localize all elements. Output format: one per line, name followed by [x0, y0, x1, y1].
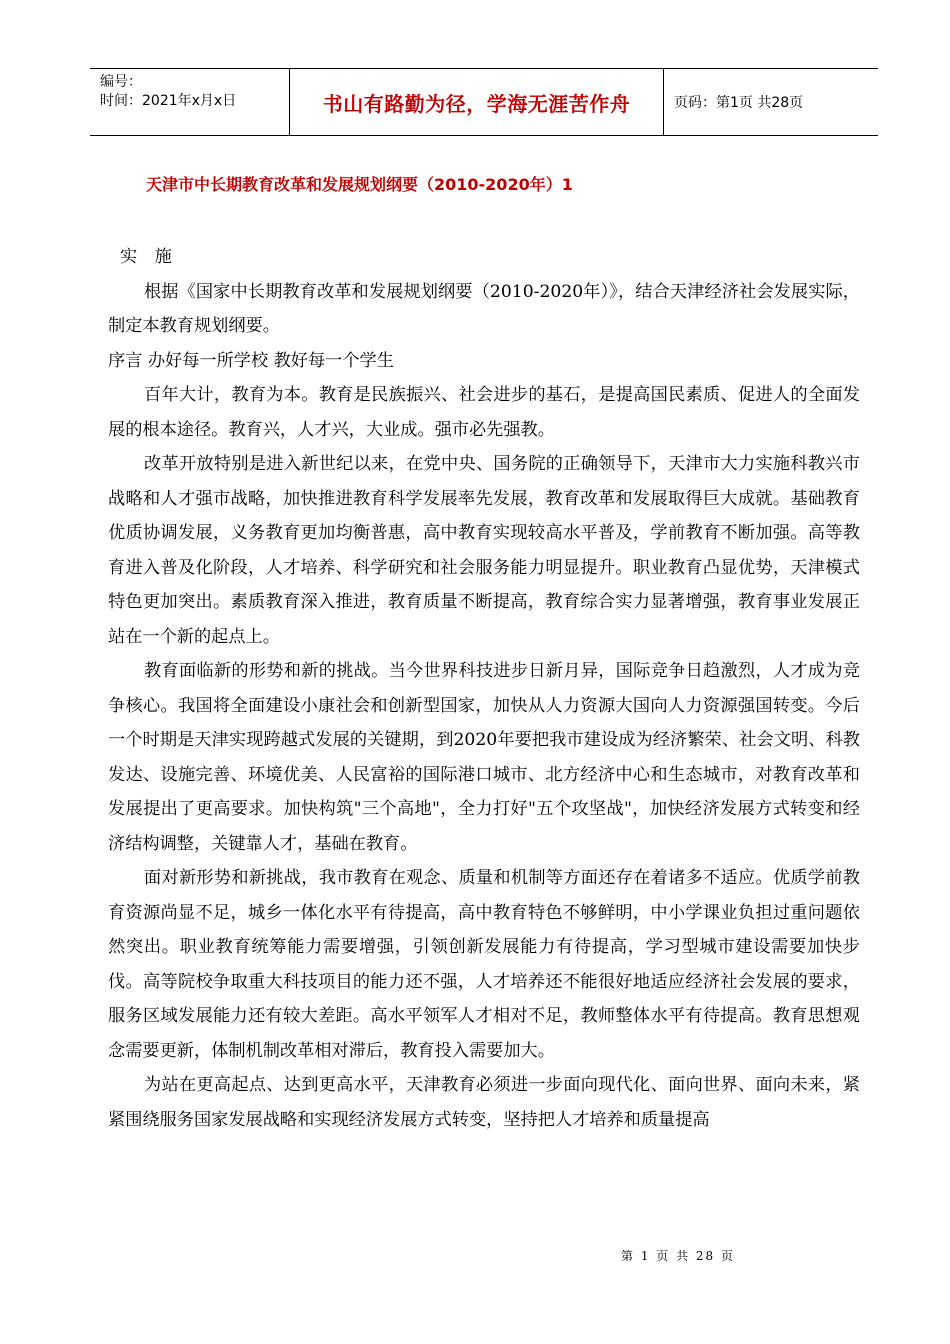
header-table — [90, 68, 878, 136]
header-motto: 书山有路勤为径，学海无涯苦作舟 — [290, 69, 664, 135]
page-footer: 第 1 页 共 28 页 — [621, 1249, 735, 1263]
document-body — [108, 240, 860, 1137]
paragraph-intro: 根据《国家中长期教育改革和发展规划纲要（2010-2020年）》，结合天津经济社会发展实际，制定本教育规划纲要。 — [108, 281, 860, 336]
paragraph: 教育面临新的形势和新的挑战。当今世界科技进步日新月异，国际竞争日趋激烈，人才成为竞争核心。我国将全面建设小康社会和创新型国家，加快从人力资源大国向人力资源强国转变。今后一个时期是天津实现跨越式发展的关键期，到2020年要把我市建设成为经济繁荣、社会文明、科教发达、设施完善、环境优美、人民富裕的国际港口城市、北方经济中心和生态城市，对教育改革和发展提出了更高要求。加快构筑"三个高地"，全力打好"五个攻坚战"，加快经济发展方式转变和经济结构调整，关键靠人才，基础在教育。 — [108, 661, 860, 854]
header-meta-cell — [90, 69, 290, 135]
section-heading-preface: 序言 办好每一所学校 教好每一个学生 — [108, 350, 394, 371]
paragraph: 百年大计，教育为本。教育是民族振兴、社会进步的基石，是提高国民素质、促进人的全面发展的根本途径。教育兴，人才兴，大业成。强市必先强教。 — [108, 385, 860, 440]
paragraph: 为站在更高起点、达到更高水平，天津教育必须进一步面向现代化、面向世界、面向未来，紧紧围绕服务国家发展战略和实现经济发展方式转变，坚持把人才培养和质量提高 — [108, 1075, 860, 1130]
document-time-label: 时间：2021年x月x日 — [100, 93, 237, 109]
paragraph: 面对新形势和新挑战，我市教育在观念、质量和机制等方面还存在着诸多不适应。优质学前教育资源尚显不足，城乡一体化水平有待提高，高中教育特色不够鲜明，中小学课业负担过重问题依然突出。职业教育统筹能力需要增强，引领创新发展能力有待提高，学习型城市建设需要加快步伐。高等院校争取重大科技项目的能力还不强，人才培养还不能很好地适应经济社会发展的要求，服务区域发展能力还有较大差距。高水平领军人才相对不足，教师整体水平有待提高。教育思想观念需要更新，体制机制改革相对滞后，教育投入需要加大。 — [108, 868, 860, 1061]
document-title: 天津市中长期教育改革和发展规划纲要（2010-2020年）1 — [146, 175, 573, 194]
section-heading-implementation: 实 施 — [120, 247, 178, 267]
header-page-info: 页码：第1页 共28页 — [674, 95, 804, 111]
paragraph: 改革开放特别是进入新世纪以来，在党中央、国务院的正确领导下，天津市大力实施科教兴市战略和人才强市战略，加快推进教育科学发展率先发展，教育改革和发展取得巨大成就。基础教育优质协调发展，义务教育更加均衡普惠，高中教育实现较高水平普及，学前教育不断加强。高等教育进入普及化阶段，人才培养、科学研究和社会服务能力明显提升。职业教育凸显优势，天津模式特色更加突出。素质教育深入推进，教育质量不断提高，教育综合实力显著增强，教育事业发展正站在一个新的起点上。 — [108, 454, 860, 647]
document-number-label: 编号： — [100, 74, 142, 90]
